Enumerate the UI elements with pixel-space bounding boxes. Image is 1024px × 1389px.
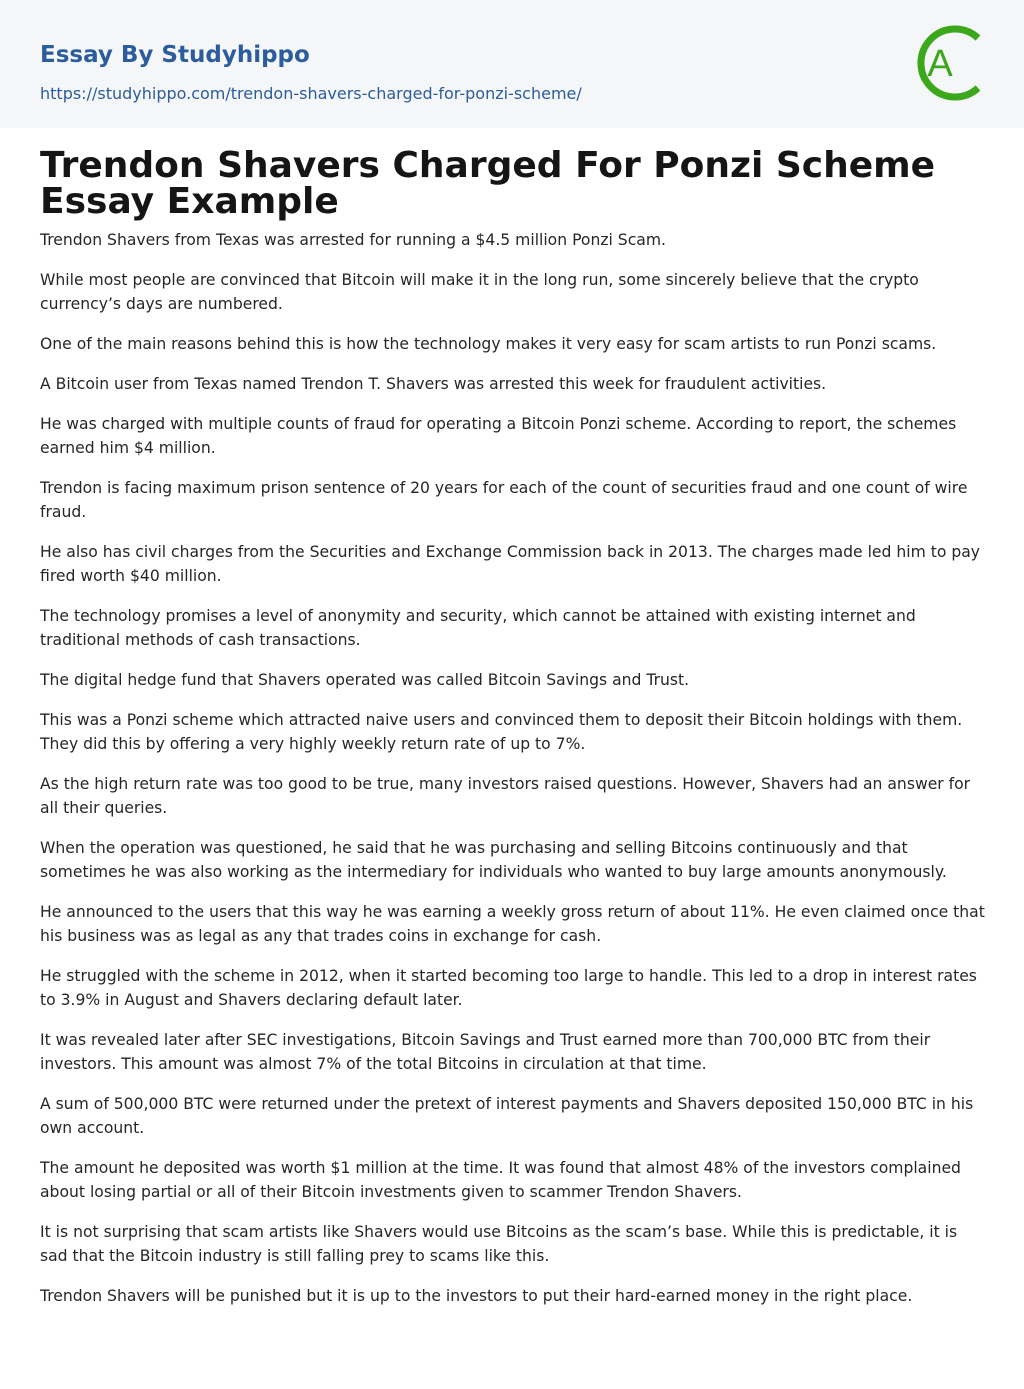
paragraph: He struggled with the scheme in 2012, when it started becoming too large to handle. This led to a drop in interest rates to 3.9% in August and Shavers declaring default later.: [40, 967, 977, 1009]
page-url-link[interactable]: https://studyhippo.com/trendon-shavers-charged-for-ponzi-scheme/: [40, 84, 582, 103]
paragraph: He was charged with multiple counts of fraud for operating a Bitcoin Ponzi scheme. According to report, the schemes earned him $4 million.: [40, 415, 957, 457]
studyhippo-logo-icon[interactable]: [912, 18, 988, 108]
paragraph: He announced to the users that this way he was earning a weekly gross return of about 11%. He even claimed once that his business was as legal as any that trades coins in exchange for cash.: [40, 903, 985, 945]
paragraph: A Bitcoin user from Texas named Trendon T. Shavers was arrested this week for fraudulent activities.: [40, 375, 827, 393]
page-title: Trendon Shavers Charged For Ponzi Scheme Essay Example: [40, 145, 936, 222]
paragraph: The technology promises a level of anonymity and security, which cannot be attained with existing internet and traditional methods of cash transactions.: [40, 607, 916, 649]
paragraph: One of the main reasons behind this is how the technology makes it very easy for scam artists to run Ponzi scams.: [40, 335, 937, 353]
paragraph: Trendon is facing maximum prison sentence of 20 years for each of the count of securities fraud and one count of wire fraud.: [40, 479, 968, 521]
site-header: [0, 0, 1024, 128]
paragraph: He also has civil charges from the Securities and Exchange Commission back in 2013. The charges made led him to pay fired worth $40 million.: [40, 543, 981, 585]
paragraph: When the operation was questioned, he said that he was purchasing and selling Bitcoins continuously and that sometimes he was also working as the intermediary for individuals who wanted to buy large amounts anonymously.: [40, 839, 947, 881]
paragraph: As the high return rate was too good to be true, many investors raised questions. However, Shavers had an answer for all their queries.: [40, 775, 971, 817]
paragraph: Trendon Shavers from Texas was arrested for running a $4.5 million Ponzi Scam.: [40, 231, 666, 249]
site-brand: Essay By Studyhippo: [40, 42, 310, 68]
paragraph: A sum of 500,000 BTC were returned under the pretext of interest payments and Shavers deposited 150,000 BTC in his own account.: [40, 1095, 974, 1137]
paragraph: It was revealed later after SEC investigations, Bitcoin Savings and Trust earned more than 700,000 BTC from their investors. This amount was almost 7% of the total Bitcoins in circulation at that time.: [40, 1031, 931, 1073]
logo-letter: A: [927, 43, 953, 85]
paragraph: The digital hedge fund that Shavers operated was called Bitcoin Savings and Trust.: [40, 671, 690, 689]
paragraph: Trendon Shavers will be punished but it is up to the investors to put their hard-earned money in the right place.: [40, 1287, 913, 1305]
paragraph: It is not surprising that scam artists like Shavers would use Bitcoins as the scam’s base. While this is predictable, it is sad that the Bitcoin industry is still falling prey to scams like this.: [40, 1223, 958, 1265]
article-body: [40, 228, 985, 1324]
paragraph: This was a Ponzi scheme which attracted naive users and convinced them to deposit their Bitcoin holdings with them. They did this by offering a very highly weekly return rate of up to 7%.: [40, 711, 963, 753]
paragraph: While most people are convinced that Bitcoin will make it in the long run, some sincerely believe that the crypto currency’s days are numbered.: [40, 271, 919, 313]
paragraph: The amount he deposited was worth $1 million at the time. It was found that almost 48% of the investors complained about losing partial or all of their Bitcoin investments given to scammer Trendon Shavers.: [40, 1159, 961, 1201]
